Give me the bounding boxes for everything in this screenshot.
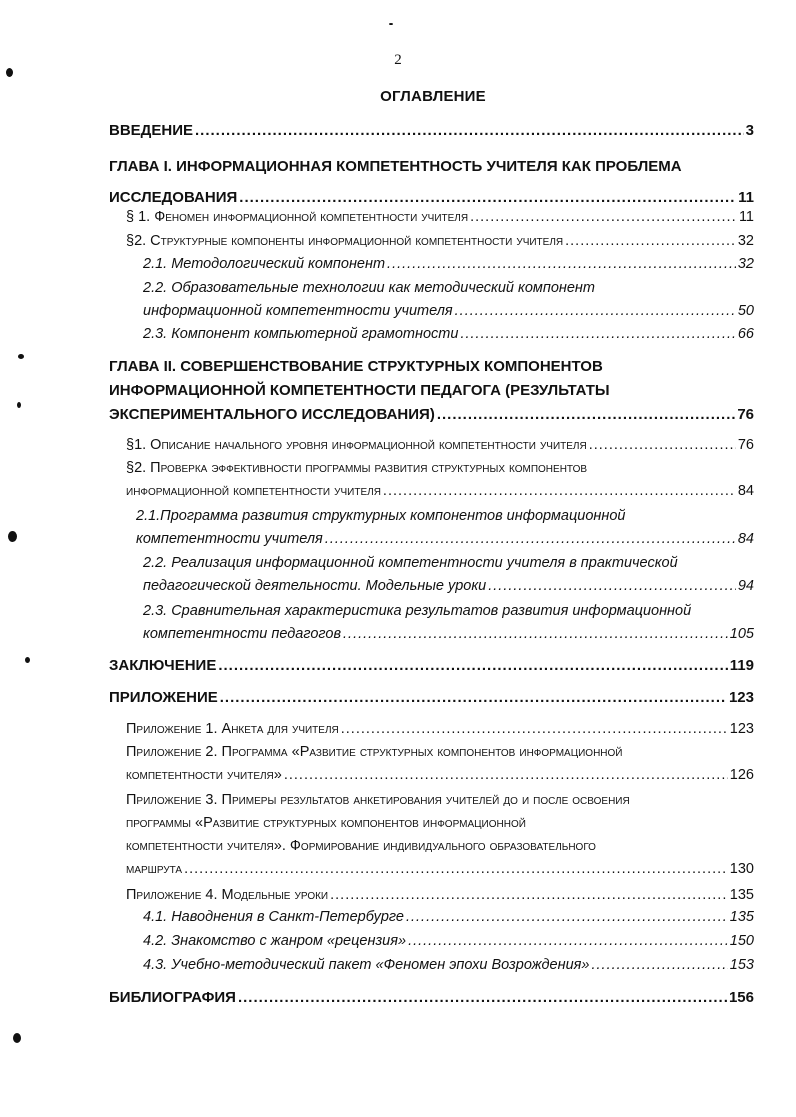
toc-page-number: 50 [737, 303, 754, 319]
page-number: 2 [394, 52, 402, 68]
dot-leader [470, 206, 737, 229]
toc-entry-title: ПРИЛОЖЕНИЕ [109, 689, 218, 706]
toc-page-number: 32 [737, 233, 754, 249]
toc-entry-title: информационной компетентности учителя [126, 483, 381, 499]
toc-entry-line [143, 600, 754, 623]
scan-speck [18, 354, 24, 359]
dot-leader [184, 858, 728, 881]
toc-page-number: 153 [729, 957, 754, 973]
toc-entry-title: БИБЛИОГРАФИЯ [109, 989, 236, 1006]
toc-entry[interactable] [126, 457, 754, 503]
toc-entry-title: ИССЛЕДОВАНИЯ [109, 189, 238, 206]
scan-speck [25, 657, 30, 663]
toc-page-number: 123 [728, 689, 754, 706]
toc-entry-line [109, 379, 754, 403]
toc-entry[interactable] [126, 434, 754, 457]
toc-page-number: 84 [737, 483, 754, 499]
toc-entry[interactable] [143, 253, 754, 276]
toc-entry-title: 4.1. Наводнения в Санкт-Петербурге [143, 909, 404, 925]
toc-page-number: 123 [729, 721, 754, 737]
toc-entry[interactable] [109, 151, 754, 213]
toc-entry-title: ГЛАВА II. СОВЕРШЕНСТВОВАНИЕ СТРУКТУРНЫХ КОМПОНЕНТОВ [109, 358, 603, 375]
dot-leader [406, 906, 728, 929]
toc-entry-title: ГЛАВА I. ИНФОРМАЦИОННАЯ КОМПЕТЕНТНОСТЬ УЧИТЕЛЯ КАК ПРОБЛЕМА [109, 158, 682, 175]
toc-entry[interactable] [109, 986, 754, 1009]
toc-entry-title: § 1. Феномен информационной компетентности учителя [126, 209, 469, 225]
toc-page-number: 66 [737, 326, 754, 342]
toc-entry-line [126, 884, 754, 907]
toc-entry-line [143, 323, 754, 346]
toc-entry-line [126, 741, 754, 764]
toc-entry-title: Приложение 3. Примеры результатов анкетирования учителей до и после освоения [126, 792, 630, 808]
toc-entry-title: §2. Структурные компоненты информационной компетентности учителя [126, 233, 564, 249]
dot-leader [341, 718, 728, 741]
scan-speck [17, 402, 21, 408]
toc-entry-line [126, 812, 754, 835]
dot-leader [325, 528, 736, 551]
toc-entry-title: 2.1.Программа развития структурных компонентов информационной [136, 508, 626, 524]
toc-entry-title: ЭКСПЕРИМЕНТАЛЬНОГО ИССЛЕДОВАНИЯ) [109, 406, 435, 423]
toc-entry-line [109, 654, 754, 677]
toc-page-number: 126 [729, 767, 754, 783]
toc-entry-line [143, 954, 754, 977]
toc-entry-line [126, 230, 754, 253]
scan-speck [8, 531, 17, 542]
toc-entry-title: педагогической деятельности. Модельные уроки [143, 578, 487, 594]
toc-entry[interactable] [126, 718, 754, 741]
scan-speck [6, 68, 13, 77]
toc-entry-title: Приложение 2. Программа «Развитие структурных компонентов информационной [126, 744, 623, 760]
toc-entry-line [109, 403, 754, 427]
toc-entry[interactable] [143, 277, 754, 323]
toc-entry-title: Приложение 4. Модельные уроки [126, 887, 329, 903]
toc-entry-title: 4.2. Знакомство с жанром «рецензия» [143, 933, 407, 949]
dot-leader [330, 884, 728, 907]
toc-page-number: 130 [729, 861, 754, 877]
toc-entry-title: компетентности учителя». Формирование индивидуального образовательного [126, 838, 596, 854]
toc-entry[interactable] [143, 954, 754, 977]
toc-entry-line [143, 623, 754, 646]
dot-leader [343, 623, 728, 646]
toc-entry-title: 2.3. Сравнительная характеристика результатов развития информационной [143, 603, 692, 619]
toc-entry-line [126, 457, 754, 480]
toc-entry-title: программы «Развитие структурных компонентов информационной [126, 815, 526, 831]
toc-entry-title: 2.1. Методологический компонент [143, 256, 386, 272]
toc-entry-line [126, 718, 754, 741]
toc-entry-title: 2.2. Реализация информационной компетентности учителя в практической [143, 555, 678, 571]
toc-entry-title: компетентности учителя [136, 531, 323, 547]
dot-leader [455, 300, 736, 323]
toc-entry-line [126, 835, 754, 858]
dot-leader [437, 403, 736, 427]
toc-entry[interactable] [143, 552, 754, 598]
toc-page-number: 94 [737, 578, 754, 594]
toc-page-number: 76 [737, 437, 754, 453]
toc-entry[interactable] [126, 206, 754, 229]
toc-entry-title: Приложение 1. Анкета для учителя [126, 721, 339, 737]
toc-entry-line [136, 505, 754, 528]
toc-entry[interactable] [143, 930, 754, 953]
toc-page-number: 135 [729, 909, 754, 925]
scan-speck [389, 23, 393, 25]
toc-entry-title: ИНФОРМАЦИОННОЙ КОМПЕТЕНТНОСТИ ПЕДАГОГА (РЕЗУЛЬТАТЫ [109, 382, 610, 399]
toc-entry-line [126, 480, 754, 503]
toc-entry-line [143, 575, 754, 598]
dot-leader [220, 686, 727, 709]
toc-entry[interactable] [143, 906, 754, 929]
toc-page-number: 11 [738, 189, 754, 206]
toc-entry-title: компетентности учителя» [126, 767, 282, 783]
toc-entry[interactable] [126, 789, 754, 881]
dot-leader [195, 119, 744, 142]
dot-leader [408, 930, 728, 953]
toc-entry-line [143, 552, 754, 575]
dot-leader [218, 654, 727, 677]
toc-entry-title: маршрута [126, 861, 183, 877]
toc-entry[interactable] [136, 505, 754, 551]
scan-speck [13, 1033, 21, 1043]
toc-page-number: 84 [737, 531, 754, 547]
toc-entry-title: 2.3. Компонент компьютерной грамотности [143, 326, 459, 342]
toc-page-number: 105 [729, 626, 754, 642]
toc-entry[interactable] [126, 741, 754, 787]
dot-leader [565, 230, 736, 253]
toc-entry-line [109, 119, 754, 142]
toc-entry-line [143, 906, 754, 929]
toc-entry-line [126, 206, 754, 229]
dot-leader [383, 480, 736, 503]
toc-page-number: 3 [745, 122, 754, 139]
dot-leader [238, 986, 727, 1009]
toc-page-number: 119 [729, 657, 754, 674]
toc-entry-line [126, 764, 754, 787]
toc-page-number: 135 [729, 887, 754, 903]
toc-entry-line [143, 930, 754, 953]
toc-entry[interactable] [109, 119, 754, 142]
toc-entry-line [109, 686, 754, 709]
toc-page-number: 32 [737, 256, 754, 272]
toc-page-number: 76 [737, 406, 754, 423]
toc-entry-title: ВВЕДЕНИЕ [109, 122, 193, 139]
toc-entry-line [143, 277, 754, 300]
toc-entry-title: §1. Описание начального уровня информационной компетентности учителя [126, 437, 587, 453]
dot-leader [284, 764, 728, 787]
page-title: ОГЛАВЛЕНИЕ [380, 88, 486, 105]
dot-leader [488, 575, 736, 598]
toc-entry-line [143, 300, 754, 323]
toc-entry-title: информационной компетентности учителя [143, 303, 453, 319]
toc-entry-line [109, 986, 754, 1009]
toc-entry-title: §2. Проверка эффективности программы развития структурных компонентов [126, 460, 588, 476]
toc-entry-line [136, 528, 754, 551]
toc-entry[interactable] [143, 323, 754, 346]
toc-entry-line [126, 789, 754, 812]
toc-entry[interactable] [109, 355, 754, 427]
toc-entry-line [143, 253, 754, 276]
toc-entry-line [126, 434, 754, 457]
toc-entry[interactable] [126, 230, 754, 253]
toc-entry-title: компетентности педагогов [143, 626, 342, 642]
toc-entry-title: 2.2. Образовательные технологии как методический компонент [143, 280, 595, 296]
toc-entry-title: 4.3. Учебно-методический пакет «Феномен эпохи Возрождения» [143, 957, 590, 973]
toc-entry[interactable] [109, 686, 754, 709]
toc-entry[interactable] [109, 654, 754, 677]
toc-page-number: 156 [728, 989, 754, 1006]
dot-leader [387, 253, 736, 276]
toc-entry[interactable] [143, 600, 754, 646]
toc-entry[interactable] [126, 884, 754, 907]
toc-entry-line [109, 151, 754, 182]
dot-leader [591, 954, 727, 977]
dot-leader [589, 434, 736, 457]
toc-entry-line [109, 355, 754, 379]
toc-page-number: 150 [729, 933, 754, 949]
dot-leader [460, 323, 735, 346]
toc-entry-line [126, 858, 754, 881]
toc-page-number: 11 [738, 209, 754, 225]
toc-entry-title: ЗАКЛЮЧЕНИЕ [109, 657, 217, 674]
